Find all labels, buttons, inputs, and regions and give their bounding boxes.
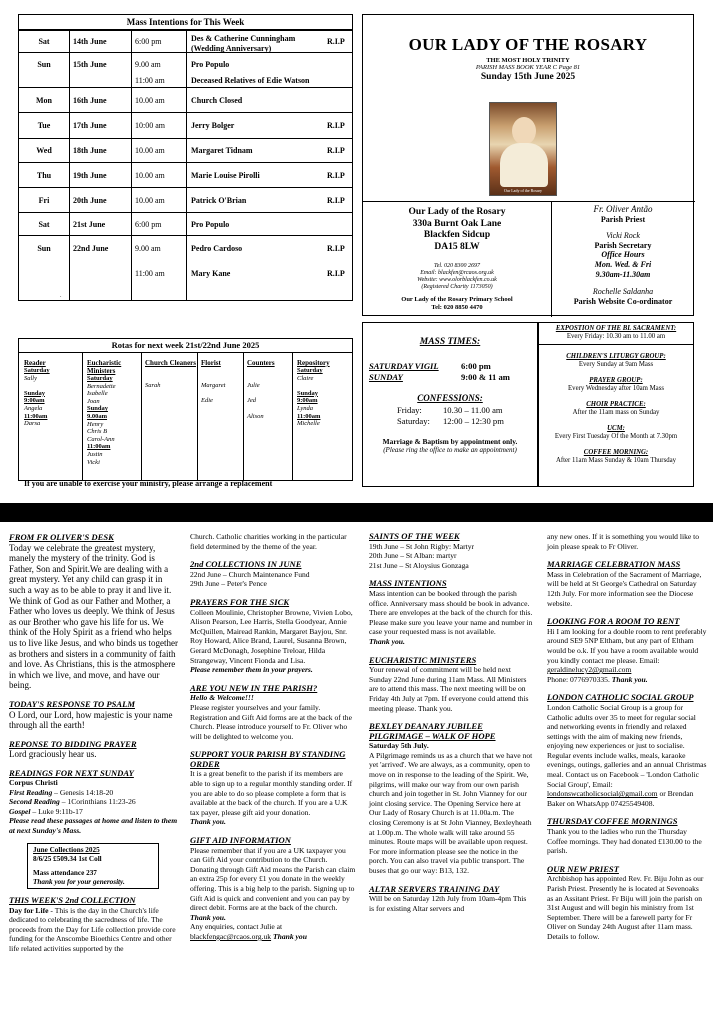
- mass-intentions-table: [18, 14, 353, 301]
- rota-column-head: Eucharistic Ministers: [87, 359, 122, 375]
- eucharistic-text: Your renewal of commitment will be held next Sunday 22nd June during 11am Mass. All Ministers are to attend this mass. The next meeting will be on Friday 4th July at 7pm. If everyone could attend this meeting please. Thank you.: [369, 665, 529, 713]
- rota-entry: Angela: [24, 404, 43, 412]
- event-text: After the 11am mass on Sunday: [572, 409, 660, 416]
- col2-intro: Church. Catholic charities working in the particular field determined by the theme of the year.: [190, 532, 347, 551]
- rota-entry: Margaret: [201, 382, 226, 390]
- sick-text: Colleen Moulinie, Christopher Browne, Vivien Lobo, Alison Pearson, Lee Harris, Stella Goodyear, Annie McQuillen, Mairead Rankin, Margaret Bayjou, Snr. Roy Howard, Alice Brand, Laurel, Susanna Brown, Gerard McDonagh, Josephine Treloar, Hilda Strangeway, Vincent Fionda and Lisa.: [190, 607, 353, 665]
- confessions-title: CONFESSIONS:: [417, 393, 483, 403]
- mi-name-cell: Margaret Tidnam: [191, 146, 253, 155]
- fr-oliver-heading: FROM FR OLIVER'S DESK: [9, 532, 114, 542]
- event-text: Every First Tuesday Of the Month at 7.30pm: [554, 433, 678, 440]
- rota-entry: Edie: [201, 397, 213, 405]
- mi-day-cell: Sat: [38, 219, 50, 229]
- mass-intentions-text: Mass intention can be booked through the parish office. Anniversary mass should be book in advance. There are envelopes at the back of the church for this. Please make sure you leave your name and number in case your requested mass is not available.: [369, 588, 533, 637]
- rota-entry: 9:00am: [297, 397, 318, 405]
- mi-day-cell: Fri: [38, 195, 50, 205]
- gift-aid-text: Please remember that if you are a UK taxpayer you can Gift Aid your contribution to the Church. Donating through Gift Aid means the Parish can claim an extra 25p for every £1 you donate in the weekly offering. This is a big help to the parish. Signing up to Gift Aid is quick and convenient and you can pay by direct debit. Forms are at the back of the church. Thank you.: [190, 845, 356, 922]
- column-4: any new ones. If it is something you would like to join please speak to Fr Oliver. MARRIAGE CELEBRATION MASS Mass in Celebration of the Sacrament of Marriage, will be held at St George's Cathedral on Saturday 12th July. For more information see the Diocese website. LOOKING FOR A ROOM TO RENT Hi I am looking for a double room to rent preferably around SE9 5NP Eltham, but any part of Eltham would be o.k. If you have a room available would you kindly contact me please. Email: geraldinelucy2@gmail.com Phone: 0776970335. Thank you. LONDON CATHOLIC SOCIAL GROUP London Catholic Social Group is a group for Catholic adults over 35 to meet for regular social and networking events in friendly and relaxed settings with the aim of making new friends, enjoying new experiences or just to socialise. Regular events include walks, meals, karaoke evenings, outings, galleries and an annual Christmas meal. Contact us on Facebook – 'London Catholic Social Group', Email: londonswcatholicsocial@gmail.com or Brendan Baker on WhatsApp 07425549408. THURSDAY COFFEE MORNINGS Thank you to the ladies who run the Thursday Coffee mornings. They had donated £130.00 to the parish. OUR NEW PRIEST Archbishop has appointed Rev. Fr. Biju John as our Parish Priest. Presently he is located at Sevenoaks as an Assitant Priest. Fr Biju will join the parish on 31st August and will begin his ministry from 1st September. There will be a farewell party for Fr Oliver on Sunday 24th August after 11am mass. Details to follow.: [547, 532, 707, 941]
- mass-intentions-heading: MASS INTENTIONS: [369, 578, 447, 589]
- altar-servers-text: Will be on Saturday 12th July from 10am-4pm This is for existing Altar servers and: [369, 894, 527, 913]
- rota-entry: Sarah: [145, 382, 161, 390]
- readings: Corpus Christi First Reading – Genesis 14:18-20 Second Reading – 1Corinthians 11:23-26 Gospel – Luke 9:11b-17 Please read these passages at home and listen to them at next Sunday's Mass.: [9, 778, 178, 835]
- rota-entry: Jed: [247, 397, 257, 405]
- rota-entry: Chris B: [87, 428, 108, 436]
- rota-entry: Joan: [87, 397, 100, 405]
- marriage-mass-heading: MARRIAGE CELEBRATION MASS: [547, 559, 681, 570]
- rota-entry: Carol-Ann: [87, 435, 115, 443]
- social-group-heading: LONDON CATHOLIC SOCIAL GROUP: [547, 692, 694, 703]
- june-collections-heading: 2nd COLLECTIONS IN JUNE: [190, 559, 302, 570]
- bidding-text: Lord graciously hear us.: [9, 749, 97, 760]
- rota-entry: Lynda: [297, 404, 314, 412]
- new-parish-text: Please register yourselves and your family. Registration and Gift Aid forms are at the back of the Church. Please introduce yourself to Fr. Oliver who will be delighted to welcome you.: [190, 702, 352, 741]
- column-2: Church. Catholic charities working in the particular field determined by the theme of the year. 2nd COLLECTIONS IN JUNE 22nd June – Church Maintenance Fund 29th June – Peter's Pence PRAYERS FOR THE SICK Colleen Moulinie, Christopher Browne, Vivien Lobo, Alison Pearson, Lee Harris, Stella Goodyear, Annie McQuillen, Mairead Rankin, Margaret Bayjou, Snr. Roy Howard, Alice Brand, Laurel, Susanna Brown, Gerard McDonagh, Josephine Treloar, Hilda Strangeway, Vincent Fionda and Lisa. Please remember them in your prayers. ARE YOU NEW IN THE PARISH? Hello & Welcome!!! Please register yourselves and your family. Registration and Gift Aid forms are at the back of the Church. Please introduce yourself to Fr. Oliver who will be delighted to welcome you. SUPPORT YOUR PARISH BY STANDING ORDER It is a great benefit to the parish if its members are able to sign up to a regular monthly standing order. If you are able to do so please complete a form that is available at the back of the church. If you are a U.K tax payer, please gift aid your donation. Thank you. GIFT AID INFORMATION Please remember that if you are a UK taxpayer you can Gift Aid your contribution to the Church. Donating through Gift Aid means the Parish can claim an extra 25p for every £1 you donate in the weekly offering. This is a big help to the parish. Signing up to Gift Aid is quick and convenient and you can pay by direct debit. Forms are at the back of the church. Thank you. Any enquiries, contact Julie at blackfengac@rcaos.org.uk Thank you: [190, 532, 356, 941]
- pilgrimage-heading: BEXLEY DEANARY JUBILEE PILGRIMAGE – WALK OF HOPE: [369, 721, 496, 741]
- gift-aid-email-link[interactable]: blackfengac@rcaos.org.uk: [190, 931, 272, 941]
- pilgrimage-date: Saturday 5th July.: [369, 741, 429, 751]
- rota-column-head: Repository: [297, 359, 330, 367]
- mi-day-cell: Mon: [36, 95, 52, 105]
- mi-rip-cell: R.I.P: [327, 269, 345, 278]
- parish-address: Our Lady of the Rosary 330a Burnt Oak Lane Blackfen Sidcup DA15 8LW: [408, 207, 506, 252]
- rota-entry: [145, 367, 201, 375]
- mi-name-cell: Pedro Cardoso: [191, 243, 243, 253]
- rota-entry: [247, 405, 303, 413]
- saints-heading: SAINTS OF THE WEEK: [369, 531, 460, 541]
- mi-date-cell: 17th June: [73, 121, 107, 130]
- parish-title: OUR LADY OF THE ROSARY: [408, 35, 648, 54]
- col4-intro: any new ones. If it is something you would like to join please speak to Fr Oliver.: [547, 532, 700, 551]
- mi-name-cell: Marie Louise Pirolli: [191, 170, 260, 180]
- mi-time-cell: 10:00 am: [135, 121, 165, 130]
- mi-date-cell: 16th June: [73, 95, 107, 105]
- mi-time-cell: 6:00 pm: [135, 219, 162, 229]
- mass-intentions-thanks: Thank you.: [369, 636, 405, 646]
- mi-date-cell: 21st June: [73, 219, 106, 229]
- mi-date-cell: 22nd June: [73, 243, 109, 253]
- event-text: Every Friday: 10.30 am to 11.00 am: [539, 333, 693, 345]
- mi-rip-cell: R.I.P: [327, 195, 345, 205]
- mi-date-cell: 18th June: [73, 146, 107, 155]
- bidding-heading: REPONSE TO BIDDING PRAYER: [9, 738, 137, 749]
- mi-time-cell: 9.00 am: [135, 59, 161, 69]
- school-info: Our Lady of the Rosary Primary School Tel: 020 8850 4470: [401, 296, 513, 311]
- standing-order-heading: SUPPORT YOUR PARISH BY STANDING ORDER: [190, 749, 346, 769]
- mi-time-cell: 10.00 am: [135, 195, 165, 205]
- rota-column: [247, 359, 303, 420]
- rota-table: [18, 338, 353, 481]
- rota-entry: Saturday: [297, 367, 323, 374]
- event-text: Every Wednesday after 10am Mass: [568, 385, 664, 392]
- social-group-email-link[interactable]: londonswcatholicsocial@gmail.com: [547, 789, 658, 799]
- rota-entry: 9.00am: [87, 412, 108, 420]
- mi-name-cell: Des & Catherine Cunningham (Wedding Anniversary): [191, 34, 296, 53]
- mi-date-cell: 19th June: [73, 170, 107, 180]
- vigil-label: SATURDAY VIGIL: [369, 361, 439, 371]
- rota-entry: Saturday: [87, 375, 113, 382]
- rota-column: [87, 359, 143, 466]
- marriage-note-2: (Please ring the office to make an appointment): [383, 446, 517, 454]
- pilgrimage-text: A Pilgrimage reminds us as a church that we have not yet 'arrived'. We are always, as a community, open to move on in response to the leading of the Spirit. We, pilgrims, will make our way from our own parish church and join together in St. John Vianney for our joint closing service. The Opening Service here at Our Lady of Rosary Church is at 11.00a.m. The closing Ceremony is at St John Vianney, Bexleyheath at 1.00p.m. The whole walk will take around 55 minutes. Route maps will be available upon request. For more information please see the notice in the porch. You can also travel via public transport. The buses that go our way: B13, 132.: [369, 750, 533, 875]
- parish-events: [538, 322, 694, 487]
- conf-day-2: Saturday:: [397, 416, 430, 426]
- rota-entry: 11:00am: [87, 443, 111, 451]
- column-3: [369, 532, 533, 913]
- saint-2: 20th June – St Alban: martyr: [369, 551, 457, 561]
- rota-column: [145, 359, 201, 390]
- rota-column: [297, 359, 353, 428]
- sick-heading: PRAYERS FOR THE SICK: [190, 596, 290, 607]
- rota-entry: [247, 367, 303, 375]
- vigil-time: 6:00 pm: [461, 361, 491, 371]
- event-text: Every Sunday at 9am Mass: [578, 361, 654, 368]
- room-rent-email-link[interactable]: geraldinelucy2@gmail.com: [547, 665, 632, 675]
- rota-column-head: Counters: [247, 359, 275, 367]
- mi-name-cell: Pro Populo: [191, 219, 230, 229]
- rota-entry: Claire: [297, 374, 314, 382]
- collections-box: June Collections 2025 8/6/25 £509.34 1st Coll Mass attendance 237 Thank you for your generosity.: [27, 843, 159, 889]
- our-lady-image: Our Lady of the Rosary: [489, 102, 557, 196]
- second-collection-heading: THIS WEEK'S 2nd COLLECTION: [9, 895, 136, 906]
- rota-column: [24, 359, 80, 428]
- event-heading: CHILDREN'S LITURGY GROUP:: [566, 353, 666, 360]
- mi-day-cell: Sun: [37, 243, 51, 253]
- new-priest-heading: OUR NEW PRIEST: [547, 863, 619, 874]
- rota-entry: [145, 375, 201, 383]
- standing-order-text: It is a great benefit to the parish if its members are able to sign up to a regular monthly standing order. If you are able to do so please complete a form that is available at the back of the church. If you are a U.K tax payer, please gift aid your donation.: [190, 769, 353, 817]
- mass-book: PARISH MASS BOOK YEAR C Page 81: [475, 64, 581, 71]
- mi-date-cell: 14th June: [73, 37, 107, 46]
- rota-column-head: Florist: [201, 359, 221, 367]
- mass-intentions-title: Mass Intentions for This Week: [19, 15, 352, 30]
- mi-time-cell: 11:00 am: [135, 269, 165, 278]
- event-heading: COFFEE MORNING:: [583, 449, 649, 456]
- rota-entry: Sunday: [87, 405, 108, 413]
- event-heading: CHOIR PRACTICE:: [586, 401, 646, 408]
- mi-name-cell: Deceased Relatives of Edie Watson: [191, 76, 310, 85]
- mass-times-box: [362, 322, 538, 487]
- conf-time-1: 10.30 – 11.00 am: [443, 405, 503, 415]
- rota-entry: Alison: [247, 412, 264, 420]
- rota-entry: Sunday: [297, 389, 318, 397]
- gift-aid-heading: GIFT AID INFORMATION: [190, 835, 291, 846]
- mi-date-cell: 20th June: [73, 195, 107, 205]
- june-collection-1: 22nd June – Church Maintenance Fund: [190, 569, 310, 579]
- column-1: [9, 532, 181, 953]
- mi-name-cell: Pro Populo: [191, 59, 230, 69]
- rota-entry: Bernadette: [87, 382, 116, 390]
- mi-name-cell: Jerry Bolger: [191, 121, 235, 130]
- rota-entry: 11:00am: [297, 412, 321, 420]
- mi-date-cell: 15th June: [73, 59, 107, 69]
- social-group-text: London Catholic Social Group is a group for Catholic adults over 35 to meet for regular social and networking events in friendly and relaxed settings with the aim of making new friends, enjoying new experiences or just to socialise. Regular events include walks, meals, karaoke evenings, outings, galleries and an annual Christmas meal. Contact us on Facebook – 'London Catholic Social Group', Email:: [547, 702, 707, 789]
- mi-time-cell: 10.00 am: [135, 170, 165, 180]
- june-collection-2: 29th June – Peter's Pence: [190, 579, 267, 589]
- rota-entry: [297, 382, 353, 390]
- rota-entry: [247, 390, 303, 398]
- coffee-text: Thank you to the ladies who run the Thursday Coffee mornings. They had donated £130.00 to the parish.: [547, 827, 702, 856]
- gift-aid-contact: Any enquiries, contact Julie at: [190, 922, 283, 932]
- altar-servers-heading: ALTAR SERVERS TRAINING DAY: [369, 883, 500, 894]
- room-rent-text: Hi I am looking for a double room to rent preferably around SE9 5NP Eltham, but any part of Eltham would be o.k. If you have a room available would you kindly contact me please. Email:: [547, 626, 707, 665]
- mass-times-title: MASS TIMES:: [419, 337, 481, 347]
- bulletin-date: Sunday 15th June 2025: [480, 72, 576, 82]
- mi-name-cell: Church Closed: [191, 95, 243, 105]
- mi-rip-cell: R.I.P: [327, 37, 345, 46]
- welcome: Hello & Welcome!!!: [190, 693, 254, 703]
- rota-entry: Julie: [247, 382, 260, 390]
- rota-column-head: Reader: [24, 359, 46, 367]
- second-collection-text: Day for Life - This is the day in the Church's life dedicated to celebrating the sacredness of life. The proceeds from the Day for Life collection provide core funding for the Anscombe Bioethics Centre and other life related activities supported by the: [9, 905, 176, 953]
- rota-entry: [247, 375, 303, 383]
- sick-prayers: Please remember them in your prayers.: [190, 665, 313, 675]
- rota-entry: Saturday: [24, 367, 50, 374]
- marriage-note: Marriage & Baptism by appointment only.: [382, 437, 518, 446]
- mi-time-cell: 10.00 am: [135, 146, 165, 155]
- rota-entry: [24, 382, 80, 390]
- event-heading: EXPOSTION OF THE BL SACRAMENT:: [555, 325, 677, 332]
- divider-band: [0, 503, 713, 522]
- rota-entry: Darsa: [24, 420, 41, 428]
- mi-rip-cell: R.I.P: [327, 170, 345, 180]
- sunday-label: SUNDAY: [369, 372, 403, 382]
- eucharistic-heading: EUCHARISTIC MINISTERS: [369, 654, 477, 665]
- liturgy-title: THE MOST HOLY TRINITY: [486, 57, 570, 64]
- parish-contacts: Tel. 020 8300 2697 Email: blackfen@rcaos.org.uk Website: www.olorblackfen.co.uk (Registered Charity 1173050): [417, 263, 497, 290]
- psalm-heading: TODAY'S RESPONSE TO PSALM: [9, 698, 135, 709]
- fr-oliver-text: Today we celebrate the greatest mystery, manely the mystery of the trinity. God is Father, Son and Spirit.We are dealing with a great mystery. Yet any child can grasp it in such a way as to be able to pray it and live it. We think of God as our Father and Mother, a Father who loves us deeply. We think of Jesus as our Brother who gave his life for us. We think of the Holy Spirit as a friend who helps us to live like Jesus, and who binds us together as brothers and sisters in a community of faith and love. As Christians, this is the atmosphere in which we live, and move, and have our being.: [9, 542, 178, 691]
- mi-name-cell: Patrick O'Brian: [191, 195, 247, 205]
- room-rent-phone: Phone: 0776970335.: [547, 674, 610, 684]
- mi-time-cell: 9.00 am: [135, 243, 161, 253]
- mi-day-cell: Sat: [38, 37, 50, 46]
- mi-day-cell: Tue: [37, 121, 51, 130]
- conf-day-1: Friday:: [397, 405, 422, 415]
- new-parish-heading: ARE YOU NEW IN THE PARISH?: [190, 682, 318, 693]
- mi-day-cell: Sun: [37, 59, 51, 69]
- room-rent-heading: LOOKING FOR A ROOM TO RENT: [547, 616, 680, 627]
- saint-3: 21st June – St Aloysius Gonzaga: [369, 560, 469, 570]
- rota-entry: Sunday: [24, 389, 45, 397]
- rota-entry: 11:00am: [24, 412, 48, 420]
- rota-entry: Vicki: [87, 458, 100, 466]
- rota-column-head: Church Cleaners: [145, 359, 197, 367]
- marriage-mass-text: Mass in Celebration of the Sacrament of Marriage, will be held at St George's Cathedral on Saturday 12th July. For more information see the Diocese website.: [547, 569, 702, 608]
- rota-entry: Justin: [87, 450, 103, 458]
- rota-entry: Sally: [24, 374, 37, 382]
- mi-rip-cell: R.I.P: [327, 146, 345, 155]
- sunday-time: 9:00 & 11 am: [461, 372, 510, 382]
- psalm-text: O Lord, our Lord, how majestic is your name through all the earth!: [9, 709, 173, 731]
- rota-entry: Isabelle: [87, 390, 108, 398]
- standing-order-thanks: Thank you.: [190, 817, 226, 827]
- event-heading: PRAYER GROUP:: [589, 377, 643, 384]
- parish-header: [362, 14, 694, 316]
- rota-entry: Henry: [87, 420, 104, 428]
- coffee-heading: THURSDAY COFFEE MORNINGS: [547, 816, 678, 827]
- mi-name-cell: Mary Kane: [191, 269, 231, 278]
- staff-info: Fr. Oliver Antão Parish Priest Vicki Rock Parish Secretary Office Hours Mon. Wed. & Fri 9.30am-11.30am Rochelle Saldanha Parish Website Co-ordinator: [573, 204, 673, 306]
- event-heading: UCM:: [607, 425, 625, 432]
- rota-entry: 9:00am: [24, 397, 45, 405]
- mi-rip-cell: R.I.P: [327, 121, 345, 130]
- event-text: After 11am Mass Sunday & 10am Thursday: [555, 457, 677, 464]
- mi-day-cell: Wed: [36, 146, 52, 155]
- mi-time-cell: 10.00 am: [135, 95, 165, 105]
- rota-footer: If you are unable to exercise your ministry, please arrange a replacement: [24, 479, 273, 488]
- mi-time-cell: 11:00 am: [135, 76, 165, 85]
- saint-1: 19th June – St John Rigby: Martyr: [369, 541, 475, 551]
- conf-time-2: 12:00 – 12:30 pm: [443, 416, 504, 426]
- new-priest-text: Archbishop has appointed Rev. Fr. Biju John as our Parish Priest. Presently he is located at Sevenoaks as an Assitant Priest. Fr Biju will join the parish on 31st August and will begin his ministry from 1st September. There will be a farewell party for Fr Oliver on Sunday 24th August after 11am mass. Details to follow.: [547, 874, 704, 941]
- readings-heading: READINGS FOR NEXT SUNDAY: [9, 767, 134, 778]
- rota-entry: Michelle: [297, 420, 320, 428]
- mi-day-cell: Thu: [36, 170, 52, 180]
- mi-rip-cell: R.I.P: [327, 243, 345, 253]
- rota-title: Rotas for next week 21st/22nd June 2025: [19, 339, 352, 353]
- mi-time-cell: 6:00 pm: [135, 37, 162, 46]
